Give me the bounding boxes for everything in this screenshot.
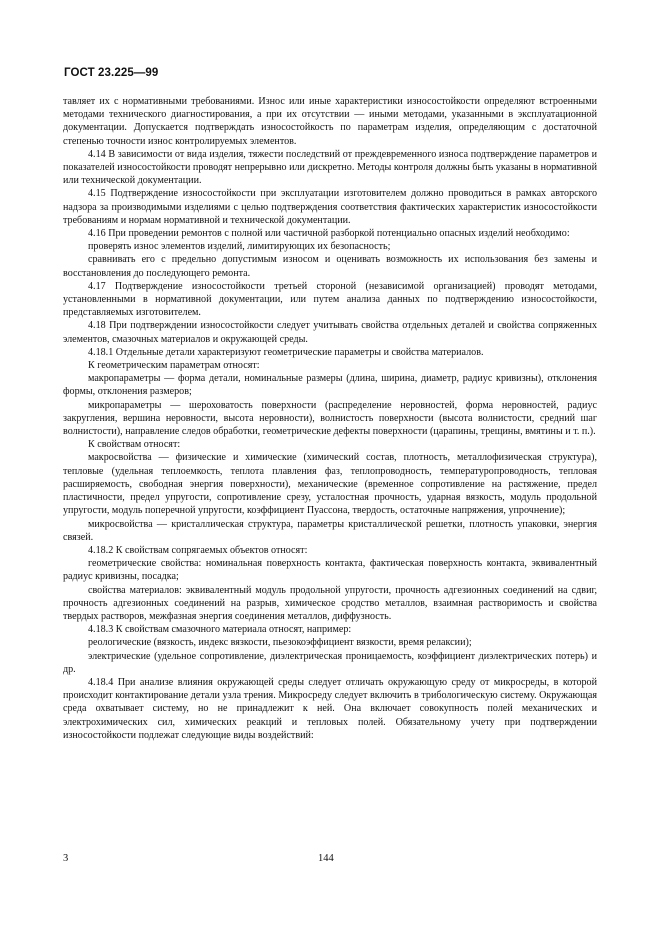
paragraph: микросвойства — кристаллическая структура, параметры кристаллической решетки, плотность упаковки, энергия связей. bbox=[63, 518, 597, 543]
paragraph: 4.17 Подтверждение износостойкости третьей стороной (независимой организацией) проводят методами, установленными в нормативной документации, или путем анализа данных по подтверждению износостойкости, представляемых изготовителем. bbox=[63, 280, 597, 319]
footer-mark: 3 bbox=[63, 853, 69, 864]
paragraph: 4.18.3 К свойствам смазочного материала относят, например: bbox=[88, 624, 352, 636]
paragraph: 4.16 При проведении ремонтов с полной или частичной разборкой потенциально опасных изделий необходимо: bbox=[88, 228, 570, 240]
paragraph: макросвойства — физические и химические (химический состав, плотность, металлофизическая структура), тепловые (удельная теплоемкость, теплота плавления фаз, теплопроводность, температуропроводность, тепловая расширяемость, свободная энергия поверхности), механические (временное сопротивление на растяжение, предел пластичности, предел упругости, сопротивление срезу, усталостная прочность, ударная вязкость, модуль продольной упругости, модуль поперечной упругости, коэффициент Пуассона, твердость, остаточные напряжения, упрочнение); bbox=[63, 452, 597, 517]
paragraph: тавляет их с нормативными требованиями. Износ или иные характеристики износостойкости определяют встроенными методами технического диагностирования, а при их отсутствии — иными методами, указанными в эксплуатационной документации. Допускается подтверждать износостойкость по параметрам изделия, определяющим с достаточной степенью точности износ контролируемых элементов. bbox=[63, 96, 597, 147]
paragraph: свойства материалов: эквивалентный модуль продольной упругости, прочность адгезионных соединений на сдвиг, прочность адгезионных соединений на разрыв, химическое сродство металлов, взаимная растворимость и свойства твердых растворов, межфазная энергия соединения металлов, диффузность. bbox=[63, 584, 597, 622]
paragraph: реологические (вязкость, индекс вязкости, пьезокоэффициент вязкости, время релаксии); bbox=[88, 637, 472, 649]
document-header: ГОСТ 23.225—99 bbox=[64, 67, 159, 79]
paragraph: электрические (удельное сопротивление, диэлектрическая проницаемость, коэффициент диэлектрических потерь) и др. bbox=[63, 650, 597, 675]
paragraph: 4.14 В зависимости от вида изделия, тяжести последствий от преждевременного износа подтверждение параметров и показателей износостойкости проводят непрерывно или дискретно. Методы контроля должны быть указаны в нормативной или технической документации. bbox=[63, 148, 597, 187]
paragraph: сравнивать его с предельно допустимым износом и оценивать возможность их использования без замены и восстановления до последующего ремонта. bbox=[63, 254, 597, 279]
paragraph: геометрические свойства: номинальная поверхность контакта, фактическая поверхность контакта, эквивалентный радиус кривизны, посадка; bbox=[63, 558, 597, 583]
paragraph: 4.15 Подтверждение износостойкости при эксплуатации изготовителем должно проводиться в рамках авторского надзора за производимыми изделиями с целью подтверждения соответствия фактических характеристик износостойкости требованиям и нормам нормативной и технической документации. bbox=[63, 188, 597, 226]
paragraph: 4.18.1 Отдельные детали характеризуют геометрические параметры и свойства материалов. bbox=[88, 346, 484, 358]
paragraph: К геометрическим параметрам относят: bbox=[88, 360, 260, 372]
paragraph: макропараметры — форма детали, номинальные размеры (длина, ширина, диаметр, радиус кривизны), отклонения формы, отклонения размеров; bbox=[63, 373, 597, 398]
body-text bbox=[63, 95, 597, 742]
paragraph: 4.18.4 При анализе влияния окружающей среды следует отличать окружающую среду от микросреды, в которой происходит контактирование детали узла трения. Микросреду следует включить в трибологическую систему. Окружающая среда охватывает систему, но не принадлежит к ней. Она включает совокупность полей механических и электрохимических сил, химических реакций и тепловых полей. Обязательному учету при подтверждении износостойкости подлежат следующие виды воздействий: bbox=[63, 676, 597, 741]
paragraph: микропараметры — шероховатость поверхности (распределение неровностей, форма неровностей, радиус закругления, вершина неровности, высота неровности), волнистость поверхности (высота волнистости, средний шаг волнистости), направление следов обработки, геометрические дефекты поверхности (царапины, трещины, вмятины и т. п.). bbox=[63, 399, 597, 438]
paragraph: 4.18.2 К свойствам сопрягаемых объектов относят: bbox=[88, 544, 308, 556]
paragraph: К свойствам относят: bbox=[88, 439, 181, 451]
page-number: 144 bbox=[318, 853, 334, 864]
paragraph: 4.18 При подтверждении износостойкости следует учитывать свойства отдельных деталей и свойства сопряженных элементов, смазочных материалов и окружающей среды. bbox=[63, 320, 597, 345]
paragraph: проверять износ элементов изделий, лимитирующих их безопасность; bbox=[88, 241, 391, 253]
